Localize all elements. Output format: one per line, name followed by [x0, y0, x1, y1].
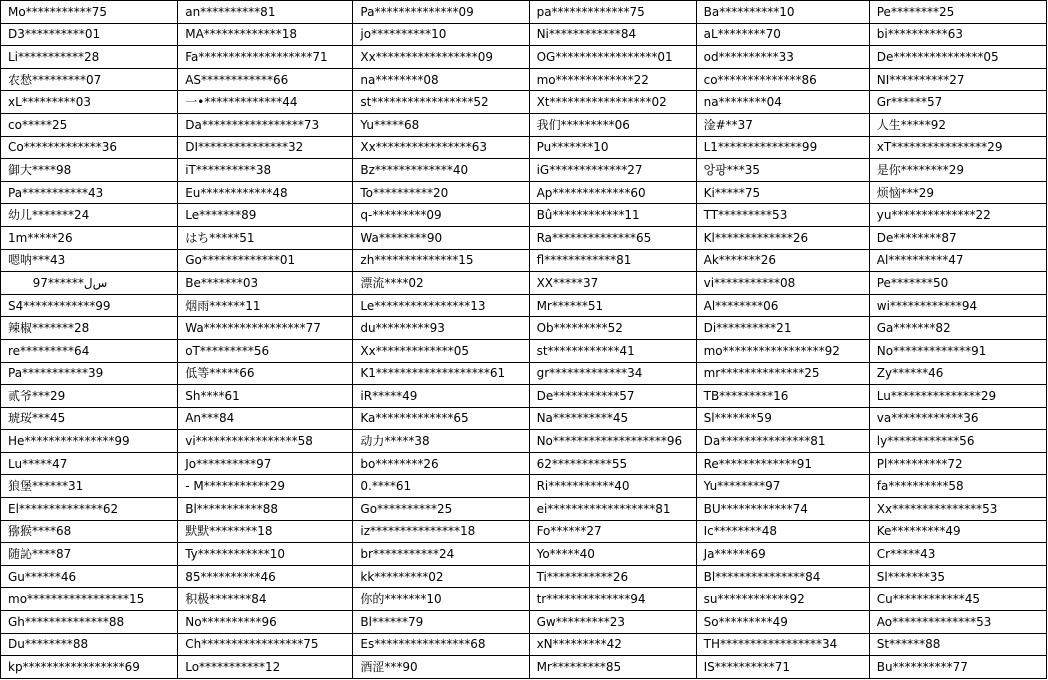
table-cell: 你的*******10 [353, 588, 529, 611]
table-row [1, 520, 1047, 543]
table-cell: an**********81 [178, 1, 353, 24]
table-cell: 猕猴****68 [1, 520, 178, 543]
table-row [1, 407, 1047, 430]
table-cell: kk*********02 [353, 565, 529, 588]
table-cell: Ba**********10 [696, 1, 869, 24]
table-cell: Ga*******82 [869, 317, 1046, 340]
table-cell: zh**************15 [353, 249, 529, 272]
table-row [1, 91, 1047, 114]
table-cell: So*********49 [696, 611, 869, 634]
table-cell: Wa*****************77 [178, 317, 353, 340]
table-cell: 我们*********06 [529, 113, 696, 136]
table-cell: Fo******27 [529, 520, 696, 543]
table-cell: na********04 [696, 91, 869, 114]
table-cell: Bl******79 [353, 611, 529, 634]
table-cell: Ke*********49 [869, 520, 1046, 543]
table-cell: su************92 [696, 588, 869, 611]
table-cell: OG*****************01 [529, 46, 696, 69]
table-row [1, 113, 1047, 136]
table-body [1, 1, 1047, 679]
table-row [1, 498, 1047, 521]
table-cell: 1m*****26 [1, 226, 178, 249]
table-cell: pa*************75 [529, 1, 696, 24]
table-cell: Kl*************26 [696, 226, 869, 249]
table-cell: Pa**************09 [353, 1, 529, 24]
table-row [1, 294, 1047, 317]
table-cell: No*************91 [869, 339, 1046, 362]
table-row [1, 1, 1047, 24]
table-cell: 嗯呐***43 [1, 249, 178, 272]
table-cell: 御大****98 [1, 159, 178, 182]
table-cell: D3**********01 [1, 23, 178, 46]
table-cell: 一•*************44 [178, 91, 353, 114]
table-cell: Xt*****************02 [529, 91, 696, 114]
table-cell: od**********33 [696, 46, 869, 69]
table-cell: TT*********53 [696, 204, 869, 227]
table-cell: q-*********09 [353, 204, 529, 227]
table-row [1, 23, 1047, 46]
table-cell: xT****************29 [869, 136, 1046, 159]
table-cell: tr**************94 [529, 588, 696, 611]
table-cell: Bl***************84 [696, 565, 869, 588]
table-cell: IS**********71 [696, 656, 869, 679]
table-cell: bi**********63 [869, 23, 1046, 46]
table-cell: Ka*************65 [353, 407, 529, 430]
table-cell: BU************74 [696, 498, 869, 521]
table-cell: mo*****************92 [696, 339, 869, 362]
table-cell: Ao**************53 [869, 611, 1046, 634]
table-cell: Pa***********43 [1, 181, 178, 204]
table-cell: To**********20 [353, 181, 529, 204]
table-cell: TB*********16 [696, 385, 869, 408]
table-cell: 酒涩***90 [353, 656, 529, 679]
table-cell: 积极*******84 [178, 588, 353, 611]
table-cell: 人生*****92 [869, 113, 1046, 136]
table-row [1, 362, 1047, 385]
table-cell: Ti***********26 [529, 565, 696, 588]
table-cell: Yu*****68 [353, 113, 529, 136]
table-cell: Mr*********85 [529, 656, 696, 679]
table-cell: Ra**************65 [529, 226, 696, 249]
table-cell: Li***********28 [1, 46, 178, 69]
table-cell: Le*******89 [178, 204, 353, 227]
table-cell: NI**********27 [869, 68, 1046, 91]
table-cell: Sl*******59 [696, 407, 869, 430]
table-cell: Ty************10 [178, 543, 353, 566]
table-cell: Pa***********39 [1, 362, 178, 385]
table-cell: 默默********18 [178, 520, 353, 543]
table-cell: Go*************01 [178, 249, 353, 272]
table-cell: co**************86 [696, 68, 869, 91]
table-cell: jo**********10 [353, 23, 529, 46]
table-cell: mr**************25 [696, 362, 869, 385]
table-cell: na********08 [353, 68, 529, 91]
table-row [1, 656, 1047, 679]
table-cell: Ak*******26 [696, 249, 869, 272]
table-cell: 85**********46 [178, 565, 353, 588]
table-cell: S4************99 [1, 294, 178, 317]
table-cell: bo********26 [353, 452, 529, 475]
table-cell: xN*********42 [529, 633, 696, 656]
table-cell: Bû************11 [529, 204, 696, 227]
table-cell: K1*******************61 [353, 362, 529, 385]
table-cell: Ap*************60 [529, 181, 696, 204]
table-row [1, 611, 1047, 634]
table-cell: Cu************45 [869, 588, 1046, 611]
table-cell: wi************94 [869, 294, 1046, 317]
table-cell: XX*****37 [529, 272, 696, 295]
table-cell: ly************56 [869, 430, 1046, 453]
table-cell: Xx****************63 [353, 136, 529, 159]
table-cell: He***************99 [1, 430, 178, 453]
table-cell: Jo**********97 [178, 452, 353, 475]
table-cell: Co*************36 [1, 136, 178, 159]
table-row [1, 159, 1047, 182]
table-row [1, 339, 1047, 362]
table-cell: Re*************91 [696, 452, 869, 475]
table-cell: mo*************22 [529, 68, 696, 91]
table-cell: Lo***********12 [178, 656, 353, 679]
table-cell: L1**************99 [696, 136, 869, 159]
table-cell: Pe*******50 [869, 272, 1046, 295]
table-cell: 动力*****38 [353, 430, 529, 453]
table-row [1, 204, 1047, 227]
table-cell: 琥珱***45 [1, 407, 178, 430]
table-cell: Ni************84 [529, 23, 696, 46]
table-row [1, 68, 1047, 91]
table-cell: Bl***********88 [178, 498, 353, 521]
table-cell: Es****************68 [353, 633, 529, 656]
table-cell: De***************05 [869, 46, 1046, 69]
table-cell: Ja******69 [696, 543, 869, 566]
table-cell: Xx*****************09 [353, 46, 529, 69]
table-row [1, 181, 1047, 204]
table-cell: Pl**********72 [869, 452, 1046, 475]
table-row [1, 565, 1047, 588]
table-row [1, 46, 1047, 69]
table-cell: 烦恼***29 [869, 181, 1046, 204]
table-cell: ei******************81 [529, 498, 696, 521]
table-row [1, 272, 1047, 295]
table-cell: Na**********45 [529, 407, 696, 430]
table-cell: br***********24 [353, 543, 529, 566]
table-row [1, 385, 1047, 408]
table-cell: iG*************27 [529, 159, 696, 182]
table-row [1, 588, 1047, 611]
table-cell: Fa*******************71 [178, 46, 353, 69]
table-row [1, 430, 1047, 453]
table-cell: Da***************81 [696, 430, 869, 453]
table-cell: va************36 [869, 407, 1046, 430]
table-cell: Be*******03 [178, 272, 353, 295]
table-cell: iT**********38 [178, 159, 353, 182]
table-cell: Go**********25 [353, 498, 529, 521]
table-cell: Al********06 [696, 294, 869, 317]
table-cell: Wa********90 [353, 226, 529, 249]
table-cell: vi***********08 [696, 272, 869, 295]
table-cell: fa**********58 [869, 475, 1046, 498]
table-cell: ﺱﻝ******97 [1, 272, 178, 295]
table-cell: 狼堡******31 [1, 475, 178, 498]
table-cell: Ri***********40 [529, 475, 696, 498]
table-cell: Pe********25 [869, 1, 1046, 24]
table-row [1, 475, 1047, 498]
table-cell: fl************81 [529, 249, 696, 272]
table-cell: Cr*****43 [869, 543, 1046, 566]
table-cell: 低等*****66 [178, 362, 353, 385]
table-cell: 农愁*********07 [1, 68, 178, 91]
table-cell: Mr******51 [529, 294, 696, 317]
table-cell: 幼儿*******24 [1, 204, 178, 227]
table-cell: MA*************18 [178, 23, 353, 46]
table-cell: No*******************96 [529, 430, 696, 453]
table-cell: Mo***********75 [1, 1, 178, 24]
table-cell: vi*****************58 [178, 430, 353, 453]
table-cell: co*****25 [1, 113, 178, 136]
table-cell: 淦#**37 [696, 113, 869, 136]
table-cell: No**********96 [178, 611, 353, 634]
table-cell: AS************66 [178, 68, 353, 91]
table-cell: Ic********48 [696, 520, 869, 543]
table-cell: Du********88 [1, 633, 178, 656]
table-row [1, 633, 1047, 656]
table-cell: De********87 [869, 226, 1046, 249]
table-cell: Le****************13 [353, 294, 529, 317]
table-cell: Al**********47 [869, 249, 1046, 272]
table-cell: gr*************34 [529, 362, 696, 385]
table-cell: mo*****************15 [1, 588, 178, 611]
table-cell: Lu*****47 [1, 452, 178, 475]
table-cell: Yu********97 [696, 475, 869, 498]
table-row [1, 136, 1047, 159]
table-cell: 随訫****87 [1, 543, 178, 566]
table-cell: Bu**********77 [869, 656, 1046, 679]
table-cell: 是你********29 [869, 159, 1046, 182]
table-cell: aL********70 [696, 23, 869, 46]
table-row [1, 543, 1047, 566]
table-cell: Gh**************88 [1, 611, 178, 634]
table-cell: De***********57 [529, 385, 696, 408]
table-cell: st************41 [529, 339, 696, 362]
table-cell: Gu******46 [1, 565, 178, 588]
table-cell: Ch*****************75 [178, 633, 353, 656]
table-cell: Da*****************73 [178, 113, 353, 136]
table-cell: はち*****51 [178, 226, 353, 249]
table-cell: - M***********29 [178, 475, 353, 498]
table-cell: 0.****61 [353, 475, 529, 498]
table-cell: Gr******57 [869, 91, 1046, 114]
table-cell: iz***************18 [353, 520, 529, 543]
table-cell: DI***************32 [178, 136, 353, 159]
table-cell: re*********64 [1, 339, 178, 362]
table-cell: 62**********55 [529, 452, 696, 475]
table-cell: Ob*********52 [529, 317, 696, 340]
table-cell: iR*****49 [353, 385, 529, 408]
table-cell: Lu***************29 [869, 385, 1046, 408]
table-cell: Pu*******10 [529, 136, 696, 159]
table-cell: 烟雨******11 [178, 294, 353, 317]
table-cell: du*********93 [353, 317, 529, 340]
table-cell: yu**************22 [869, 204, 1046, 227]
table-cell: Zy******46 [869, 362, 1046, 385]
table-cell: Yo*****40 [529, 543, 696, 566]
table-cell: Xx***************53 [869, 498, 1046, 521]
table-cell: El**************62 [1, 498, 178, 521]
table-cell: Sl*******35 [869, 565, 1046, 588]
table-cell: Sh****61 [178, 385, 353, 408]
table-cell: Di**********21 [696, 317, 869, 340]
table-cell: An***84 [178, 407, 353, 430]
table-cell: 漂流****02 [353, 272, 529, 295]
table-cell: Eu************48 [178, 181, 353, 204]
table-cell: oT*********56 [178, 339, 353, 362]
table-cell: Ki*****75 [696, 181, 869, 204]
table-cell: Gw*********23 [529, 611, 696, 634]
table-cell: St******88 [869, 633, 1046, 656]
table-row [1, 226, 1047, 249]
table-row [1, 452, 1047, 475]
table-row [1, 249, 1047, 272]
table-cell: Xx*************05 [353, 339, 529, 362]
table-row [1, 317, 1047, 340]
table-cell: kp*****************69 [1, 656, 178, 679]
table-cell: xL*********03 [1, 91, 178, 114]
table-cell: Bz*************40 [353, 159, 529, 182]
table-cell: st*****************52 [353, 91, 529, 114]
table-cell: TH*****************34 [696, 633, 869, 656]
table-cell: 贰爷***29 [1, 385, 178, 408]
table-cell: 辣椒*******28 [1, 317, 178, 340]
table-cell: 앙팡***35 [696, 159, 869, 182]
